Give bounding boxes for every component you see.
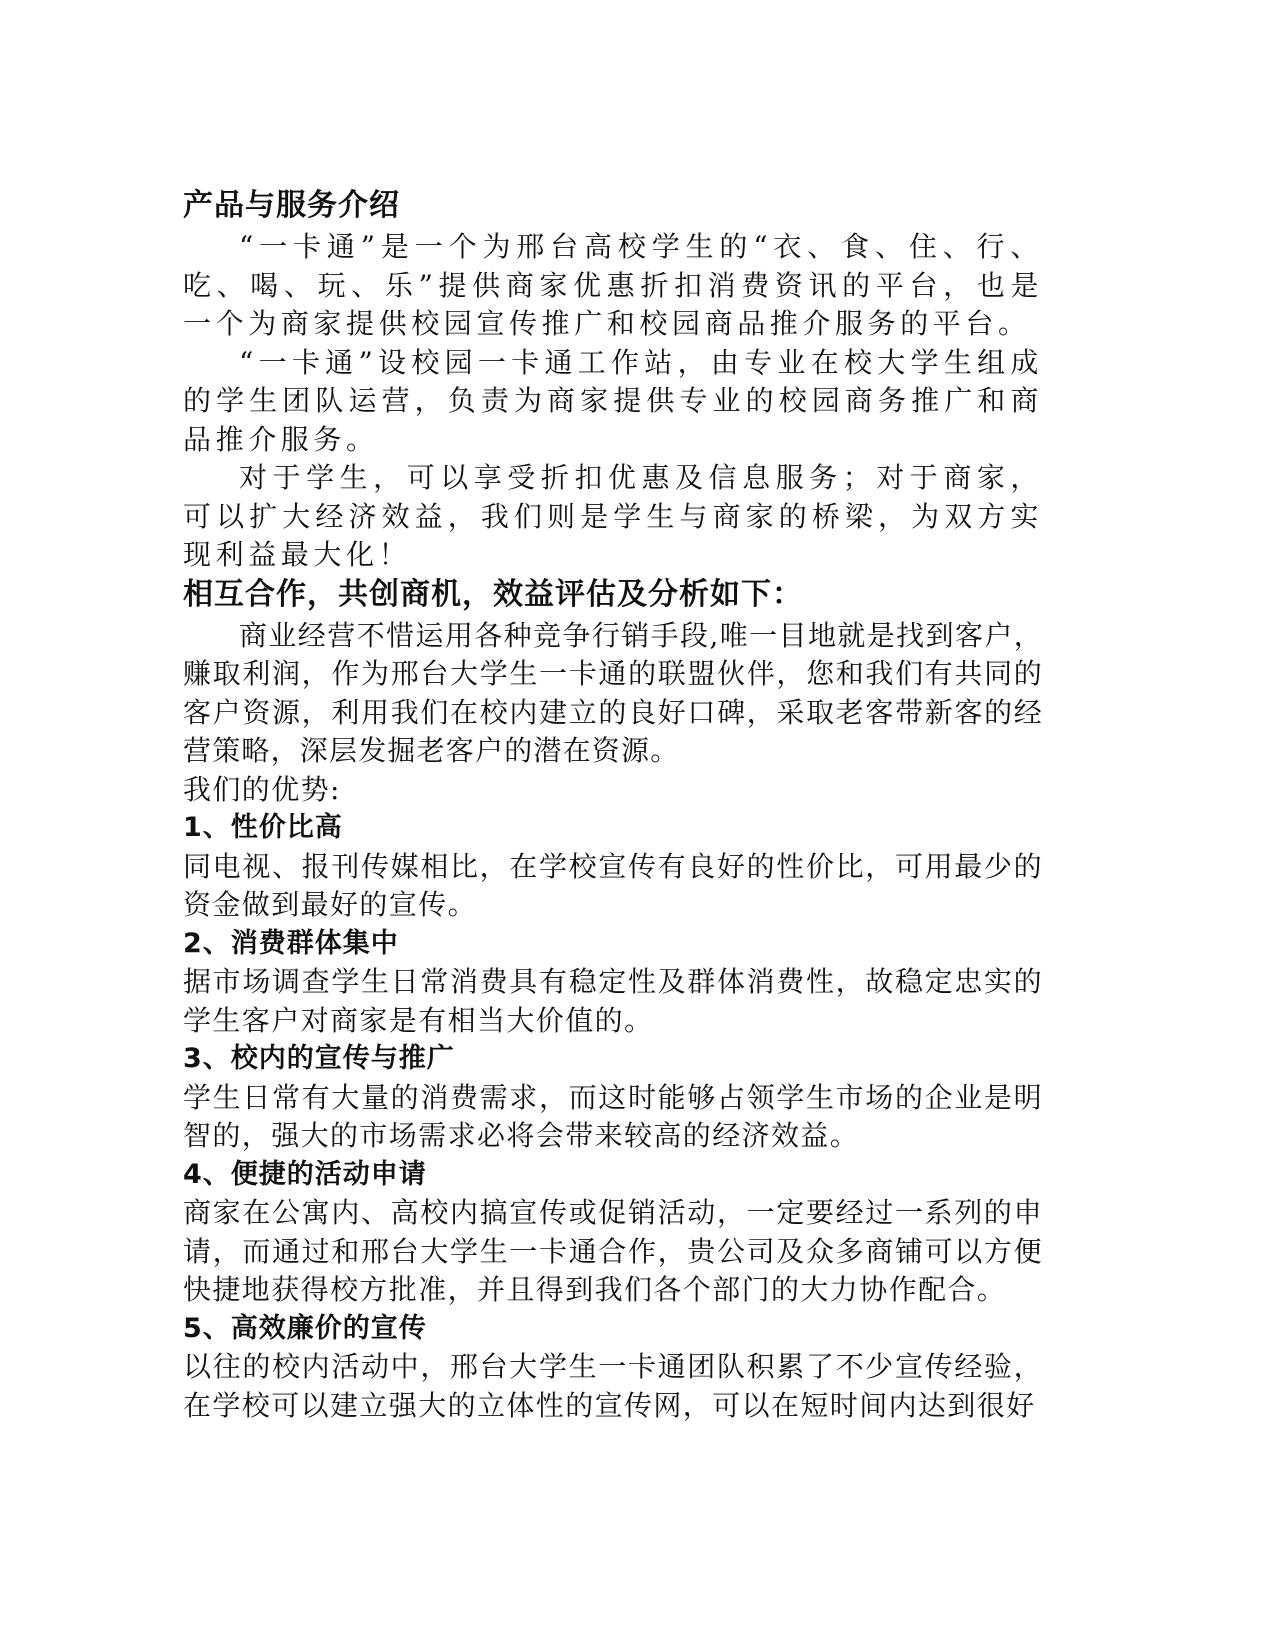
advantage-heading-5: 5、高效廉价的宣传 xyxy=(183,1312,427,1344)
section-title-cooperation: 相互合作，共创商机，效益评估及分析如下： xyxy=(183,576,803,612)
intro-paragraph-2: “一卡通”设校园一卡通工作站，由专业在校大学生组成的学生团队运营，负责为商家提供专业的校园商务推广和商品推介服务。 xyxy=(183,345,1043,456)
advantage-text-1: 同电视、报刊传媒相比，在学校宣传有良好的性价比，可用最少的资金做到最好的宣传。 xyxy=(183,849,1043,921)
advantage-text-5: 以往的校内活动中，邢台大学生一卡通团队积累了不少宣传经验，在学校可以建立强大的立体性的宣传网，可以在短时间内达到很好 xyxy=(183,1350,1043,1422)
advantage-heading-1: 1、性价比高 xyxy=(183,812,343,843)
document-body xyxy=(183,186,1043,1425)
advantage-heading-4: 4、便捷的活动申请 xyxy=(183,1158,427,1190)
advantage-text-4: 商家在公寓内、高校内搞宣传或促销活动，一定要经过一系列的申请，而通过和邢台大学生一卡通合作，贵公司及众多商铺可以方便快捷地获得校方批准，并且得到我们各个部门的大力协作配合。 xyxy=(183,1196,1043,1306)
advantage-heading-3: 3、校内的宣传与推广 xyxy=(183,1043,455,1074)
advantages-label: 我们的优势: xyxy=(183,772,341,806)
advantage-text-2: 据市场调查学生日常消费具有稳定性及群体消费性，故稳定忠实的学生客户对商家是有相当大价值的。 xyxy=(183,965,1043,1037)
intro-paragraph-1: “一卡通”是一个为邢台高校学生的“衣、食、住、行、吃、喝、玩、乐”提供商家优惠折扣消费资讯的平台，也是一个为商家提供校园宣传推广和校园商品推介服务的平台。 xyxy=(183,230,1043,340)
advantage-heading-2: 2、消费群体集中 xyxy=(183,927,399,959)
section-title-product-service: 产品与服务介绍 xyxy=(183,188,400,223)
cooperation-paragraph: 商业经营不惜运用各种竞争行销手段,唯一目地就是找到客户，赚取利润，作为邢台大学生一卡通的联盟伙伴，您和我们有共同的客户资源，利用我们在校内建立的良好口碑，采取老客带新客的经营策略，深层发掘老客户的潜在资源。 xyxy=(183,618,1043,767)
advantage-text-3: 学生日常有大量的消费需求，而这时能够占领学生市场的企业是明智的，强大的市场需求必将会带来较高的经济效益。 xyxy=(183,1080,1043,1152)
intro-paragraph-3: 对于学生，可以享受折扣优惠及信息服务；对于商家，可以扩大经济效益，我们则是学生与商家的桥梁，为双方实现利益最大化！ xyxy=(183,461,1043,571)
